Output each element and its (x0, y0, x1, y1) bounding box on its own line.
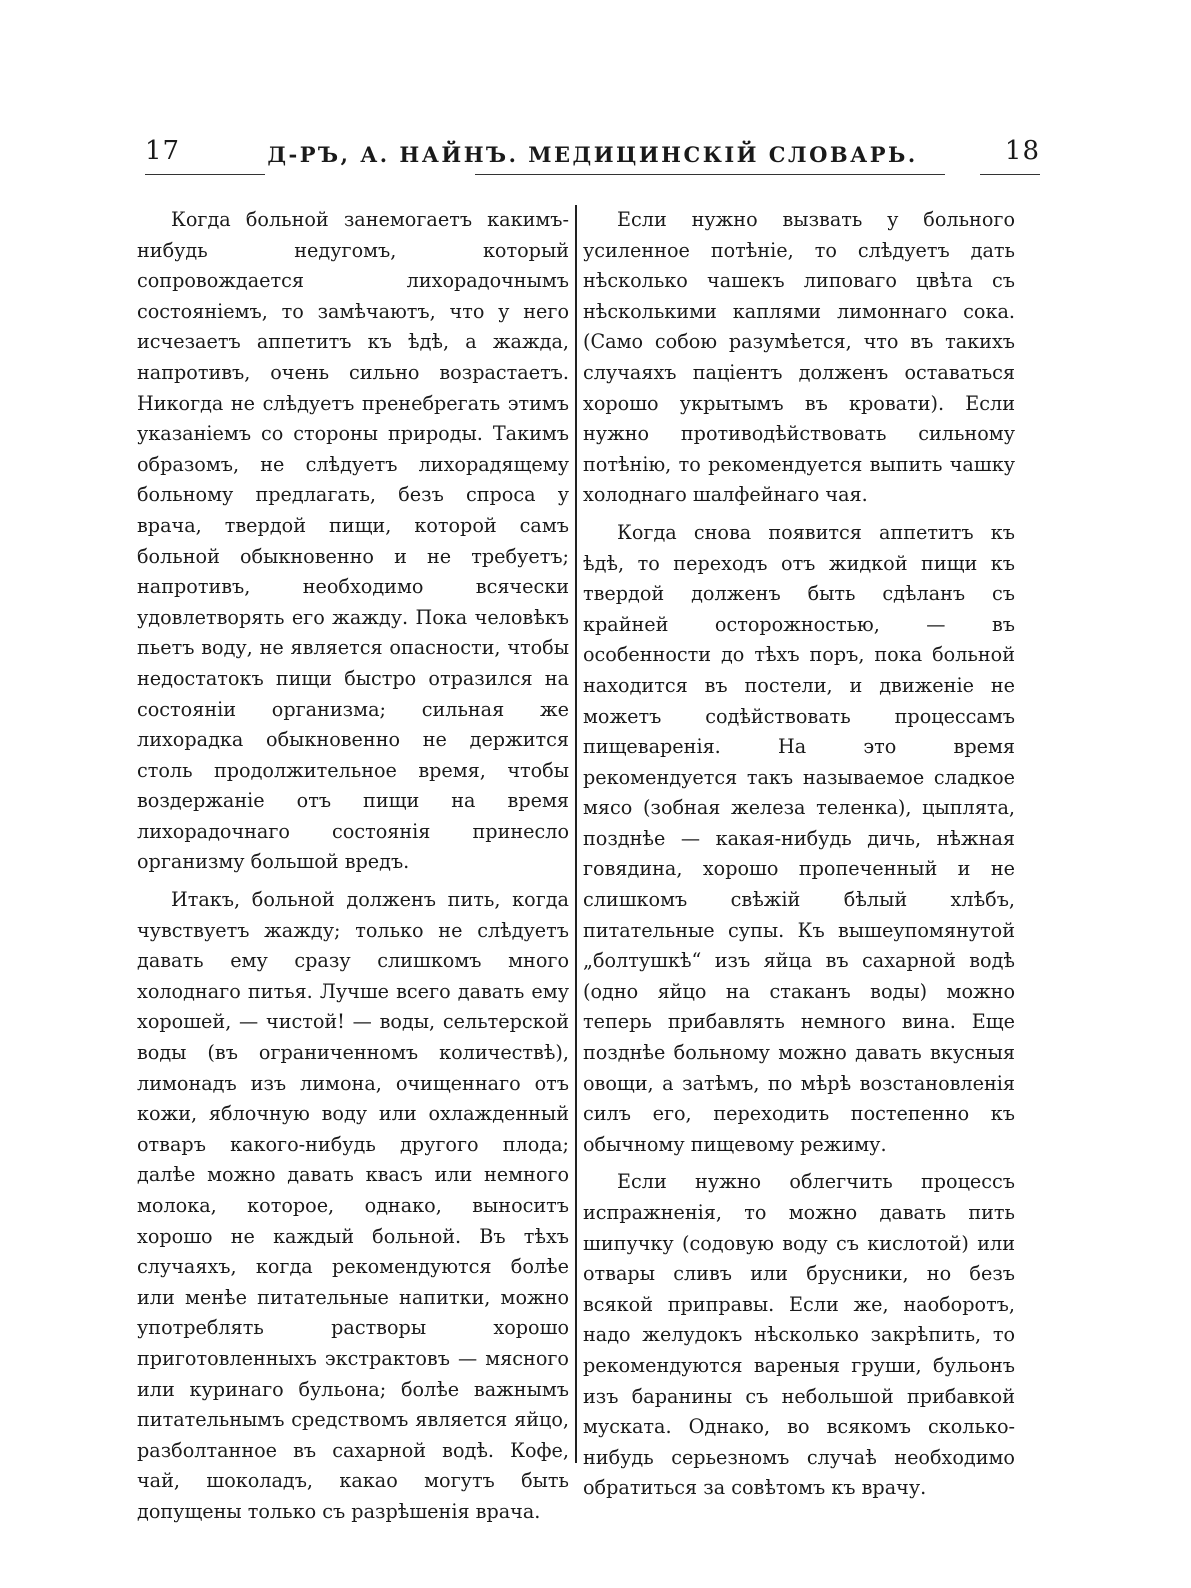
header-rule (475, 174, 945, 175)
right-column (583, 205, 1015, 1504)
paragraph: Когда больной занемогаетъ какимъ-нибудь недугомъ, который сопровождается лихорадочнымъ состояніемъ, то замѣчаютъ, что у него исчезаетъ аппетитъ къ ѣдѣ, а жажда, напротивъ, очень сильно возрастаетъ. Никогда не слѣдуетъ пренебрегать этимъ указаніемъ со стороны природы. Такимъ образомъ, не слѣдуетъ лихорадящему больному предлагать, безъ спроса у врача, твердой пищи, которой самъ больной обыкновенно и не требуетъ; напротивъ, необходимо всячески удовлетворять его жажду. Пока человѣкъ пьетъ воду, не является опасности, чтобы недостатокъ пищи быстро отразился на состояніи организма; сильная же лихорадка обыкновенно не держится столь продолжительное время, чтобы воздержаніе отъ пищи на время лихорадочнаго состоянія принесло организму большой вредъ. (137, 208, 569, 874)
paragraph: Если нужно вызвать у больного усиленное потѣніе, то слѣдуетъ дать нѣсколько чашекъ липоваго цвѣта съ нѣсколькими каплями лимоннаго сока. (Само собою разумѣется, что въ такихъ случаяхъ паціентъ долженъ оставаться хорошо укрытымъ въ кровати). Если нужно противодѣйствовать сильному потѣнію, то рекомендуется выпить чашку холоднаго шалфейнаго чая. (583, 208, 1015, 507)
page-number-right: 18 (1004, 136, 1040, 166)
two-column-body (137, 205, 1037, 1523)
page-number-left: 17 (145, 136, 181, 166)
paragraph: Итакъ, больной долженъ пить, когда чувствуетъ жажду; только не слѣдуетъ давать ему сразу слишкомъ много холоднаго питья. Лучше всего давать ему хорошей, — чистой! — воды, сельтерской воды (въ ограниченномъ количествѣ), лимонадъ изъ лимона, очищеннаго отъ кожи, яблочную воду или охлажденный отваръ какого-нибудь другого плода; далѣе можно давать квасъ или немного молока, которое, однако, выноситъ хорошо не каждый больной. Въ тѣхъ случаяхъ, когда рекомендуются болѣе или менѣе питательные напитки, можно употреблять растворы хорошо приготовленныхъ экстрактовъ — мясного или куринаго бульона; болѣе важнымъ питательнымъ средствомъ является яйцо, разболтанное въ сахарной водѣ. Кофе, чай, шоколадъ, какао могутъ быть допущены только съ разрѣшенія врача. (137, 888, 569, 1523)
header-rule (145, 174, 265, 175)
left-column (137, 205, 569, 1528)
running-title: Д-РЪ, А. НАЙНЪ. МЕДИЦИНСКІЙ СЛОВАРЬ. (267, 142, 918, 167)
paragraph: Когда снова появится аппетитъ къ ѣдѣ, то переходъ отъ жидкой пищи къ твердой долженъ быть сдѣланъ съ крайней осторожностью, — въ особенности до тѣхъ поръ, пока больной находится въ постели, и движеніе не можетъ содѣйствовать процессамъ пищеваренія. На это время рекомендуется такъ называемое сладкое мясо (зобная железа теленка), цыплята, позднѣе — какая-нибудь дичь, нѣжная говядина, хорошо пропеченный и не слишкомъ свѣжій бѣлый хлѣбъ, питательные супы. Къ вышеупомянутой „болтушкѣ“ изъ яйца въ сахарной водѣ (одно яйцо на стаканъ воды) можно теперь прибавлять немного вина. Еще позднѣе больному можно давать вкусныя овощи, а затѣмъ, по мѣрѣ возстановленія силъ его, переходить постепенно къ обычному пищевому режиму. (583, 520, 1015, 1156)
paragraph: Если нужно облегчить процессъ испражненія, то можно давать пить шипучку (содовую воду съ кислотой) или отвары сливъ или брусники, но безъ всякой приправы. Если же, наоборотъ, надо желудокъ нѣсколько закрѣпить, то рекомендуются вареныя груши, бульонъ изъ баранины съ небольшой прибавкой муската. Однако, во всякомъ сколько-нибудь серьезномъ случаѣ необходимо обратиться за совѣтомъ къ врачу. (583, 1170, 1015, 1500)
header-rule (980, 174, 1040, 175)
running-header (145, 136, 1040, 176)
column-divider (575, 205, 577, 1463)
